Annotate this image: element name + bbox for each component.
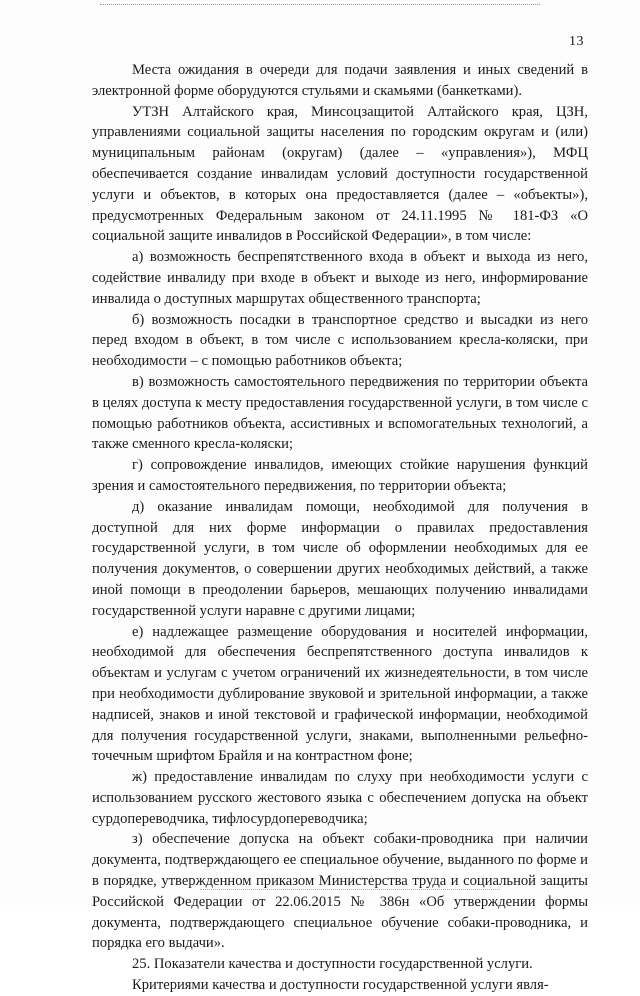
section-heading-25: 25. Показатели качества и доступности государственной услуги. xyxy=(132,956,533,973)
paragraph-item-b: б) возможность посадки в транспортное средство и высадки из него перед входом в объект, в том числе с использованием кресла-коляски, при необходимости – с помощью работников объекта; xyxy=(92,311,588,370)
paragraph-item-v: в) возможность самостоятельного передвижения по территории объекта в целях доступа к месту предоставления государственной услуги, в том числе с помощью работников объекта, ассистивных и вспомогательных технологий, а также сменного кресла-коляски; xyxy=(92,373,588,453)
paragraph-quality-criteria: Критериями качества и доступности государственной услуги явля- xyxy=(132,977,549,994)
scan-edge-top xyxy=(100,4,540,6)
paragraph-item-e: е) надлежащее размещение оборудования и носителей информации, необходимой для обеспечения беспрепятственного доступа инвалидов к объектам и услугам с учетом ограничений их жизнедеятельности, в том числе при необходимости дублирование звуковой и зрительной информации, а также надписей, знаков и иной текстовой и графической информации, необходимой для получения государственной услуги, знаками, выполненными рельефно-точечным шрифтом Брайля и на контрастном фоне; xyxy=(92,623,588,765)
paragraph-item-zh: ж) предоставление инвалидам по слуху при необходимости услуги с использованием русского жестового языка с обеспечением допуска на объект сурдопереводчика, тифлосурдопереводчика; xyxy=(92,769,588,827)
paragraph-item-a: а) возможность беспрепятственного входа в объект и выхода из него, содействие инвалиду при входе в объект и выходе из него, информирование инвалида о доступных маршрутах общественного транспорта; xyxy=(92,249,588,307)
paragraph-item-d: д) оказание инвалидам помощи, необходимой для получения в доступной для них форме информации о правилах предоставления государственной услуги, в том числе об оформлении необходимых для ее получения документов, о совершении других необходимых действий, а также иной помощи в преодолении барьеров, мешающих получению инвалидами государственной услуги наравне с другими лицами; xyxy=(92,498,588,619)
paragraph-accessibility-intro: УТЗН Алтайского края, Минсоцзащитой Алтайского края, ЦЗН, управлениями социальной защиты населения по городским округам и (или) муниципальным районам (округам) (далее – «управления»), МФЦ обеспечивается создание инвалидам условий доступности государственной услуги и объектов, в которых она предоставляется (далее – «объекты»), предусмотренных Федеральным законом от 24.11.1995 № 181-ФЗ «О социальной защите инвалидов в Российской Федерации», в том числе: xyxy=(92,103,588,245)
document-body xyxy=(92,60,588,996)
page-number: 13 xyxy=(569,34,584,49)
paragraph-waiting-places: Места ожидания в очереди для подачи заявления и иных сведений в электронной форме оборудуются стульями и скамьями (банкетками). xyxy=(92,62,588,99)
paragraph-item-g: г) сопровождение инвалидов, имеющих стойкие нарушения функций зрения и самостоятельного передвижения, по территории объекта; xyxy=(92,457,588,494)
paragraph-item-z: з) обеспечение допуска на объект собаки-проводника при наличии документа, подтверждающего ее специальное обучение, выданного по форме и в порядке, утвержденном приказом Министерства труда и социальной защиты Российской Федерации от 22.06.2015 № 386н «Об утверждении формы документа, подтверждающего специальное обучение собаки-проводника, и порядка его выдачи». xyxy=(92,831,588,952)
scan-edge-bottom xyxy=(200,889,500,891)
